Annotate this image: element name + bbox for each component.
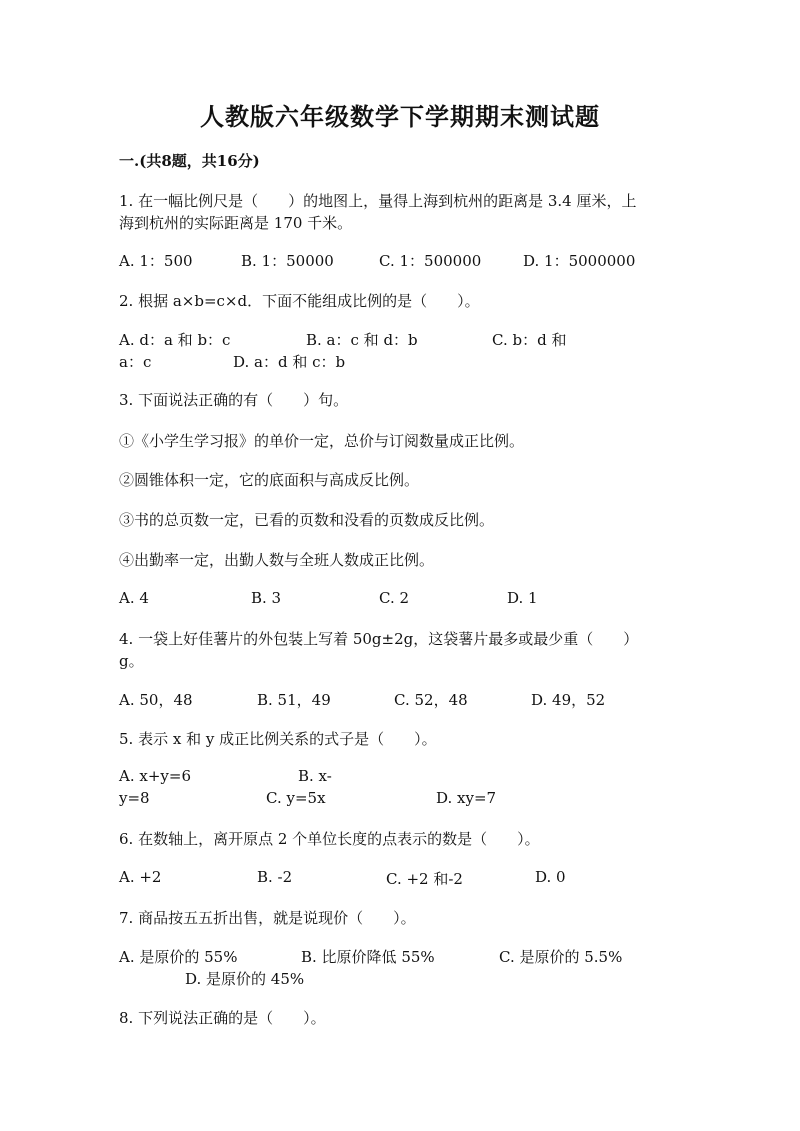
- q5-option-d: D. xy=7: [436, 789, 497, 807]
- question-3-statement-3: ③书的总页数一定，已看的页数和没看的页数成反比例。: [119, 511, 495, 529]
- question-3-statement-1: ①《小学生学习报》的单价一定，总价与订阅数量成正比例。: [119, 432, 525, 450]
- q6-option-b: B. -2: [257, 868, 293, 886]
- q3-option-d: D. 1: [507, 589, 538, 607]
- q7-option-c: C. 是原价的 5.5%: [499, 948, 623, 966]
- question-1-line-2: 海到杭州的实际距离是 170 千米。: [119, 214, 353, 232]
- q3-option-c: C. 2: [379, 589, 410, 607]
- q2-option-c-continued: a：c: [119, 353, 152, 371]
- q6-option-c: C. +2 和-2: [386, 870, 463, 888]
- question-3-line-1: 3. 下面说法正确的有（ ）句。: [119, 391, 349, 409]
- question-6-line-1: 6. 在数轴上，离开原点 2 个单位长度的点表示的数是（ ）。: [119, 830, 540, 848]
- q7-option-b: B. 比原价降低 55%: [301, 948, 435, 966]
- q7-option-a: A. 是原价的 55%: [119, 948, 238, 966]
- page-title: 人教版六年级数学下学期期末测试题: [200, 102, 600, 131]
- q5-option-b: B. x-: [298, 767, 332, 785]
- q2-option-c: C. b：d 和: [492, 331, 567, 349]
- q6-option-a: A. +2: [119, 868, 162, 886]
- q5-option-a: A. x+y=6: [119, 767, 191, 785]
- question-7-line-1: 7. 商品按五五折出售，就是说现价（ ）。: [119, 909, 416, 927]
- q7-option-d: D. 是原价的 45%: [185, 970, 305, 988]
- q4-option-d: D. 49，52: [531, 691, 606, 709]
- q4-option-a: A. 50，48: [119, 691, 193, 709]
- q2-option-d: D. a：d 和 c：b: [233, 353, 346, 371]
- q4-option-b: B. 51，49: [257, 691, 331, 709]
- question-5-line-1: 5. 表示 x 和 y 成正比例关系的式子是（ ）。: [119, 730, 437, 748]
- q1-option-d: D. 1：5000000: [523, 252, 636, 270]
- q6-option-d: D. 0: [535, 868, 566, 886]
- question-8-line-1: 8. 下列说法正确的是（ ）。: [119, 1009, 326, 1027]
- q3-option-a: A. 4: [119, 589, 149, 607]
- q1-option-a: A. 1：500: [119, 252, 193, 270]
- q4-option-c: C. 52，48: [394, 691, 468, 709]
- q5-option-b-continued: y=8: [119, 789, 150, 807]
- question-4-line-1: 4. 一袋上好佳薯片的外包装上写着 50g±2g，这袋薯片最多或最少重（ ）: [119, 630, 639, 648]
- q5-option-c: C. y=5x: [266, 789, 326, 807]
- question-1-line-1: 1. 在一幅比例尺是（ ）的地图上，量得上海到杭州的距离是 3.4 厘米，上: [119, 192, 637, 210]
- question-4-line-2: g。: [119, 652, 144, 670]
- q2-option-b: B. a：c 和 d：b: [306, 331, 418, 349]
- question-2-line-1: 2. 根据 a×b=c×d．下面不能组成比例的是（ ）。: [119, 292, 480, 310]
- q2-option-a: A. d：a 和 b：c: [119, 331, 231, 349]
- q3-option-b: B. 3: [251, 589, 282, 607]
- question-3-statement-4: ④出勤率一定，出勤人数与全班人数成正比例。: [119, 551, 435, 569]
- q1-option-b: B. 1：50000: [241, 252, 334, 270]
- question-3-statement-2: ②圆锥体积一定，它的底面积与高成反比例。: [119, 471, 420, 489]
- q1-option-c: C. 1：500000: [379, 252, 482, 270]
- section-heading: 一.(共8题，共16分): [119, 152, 260, 170]
